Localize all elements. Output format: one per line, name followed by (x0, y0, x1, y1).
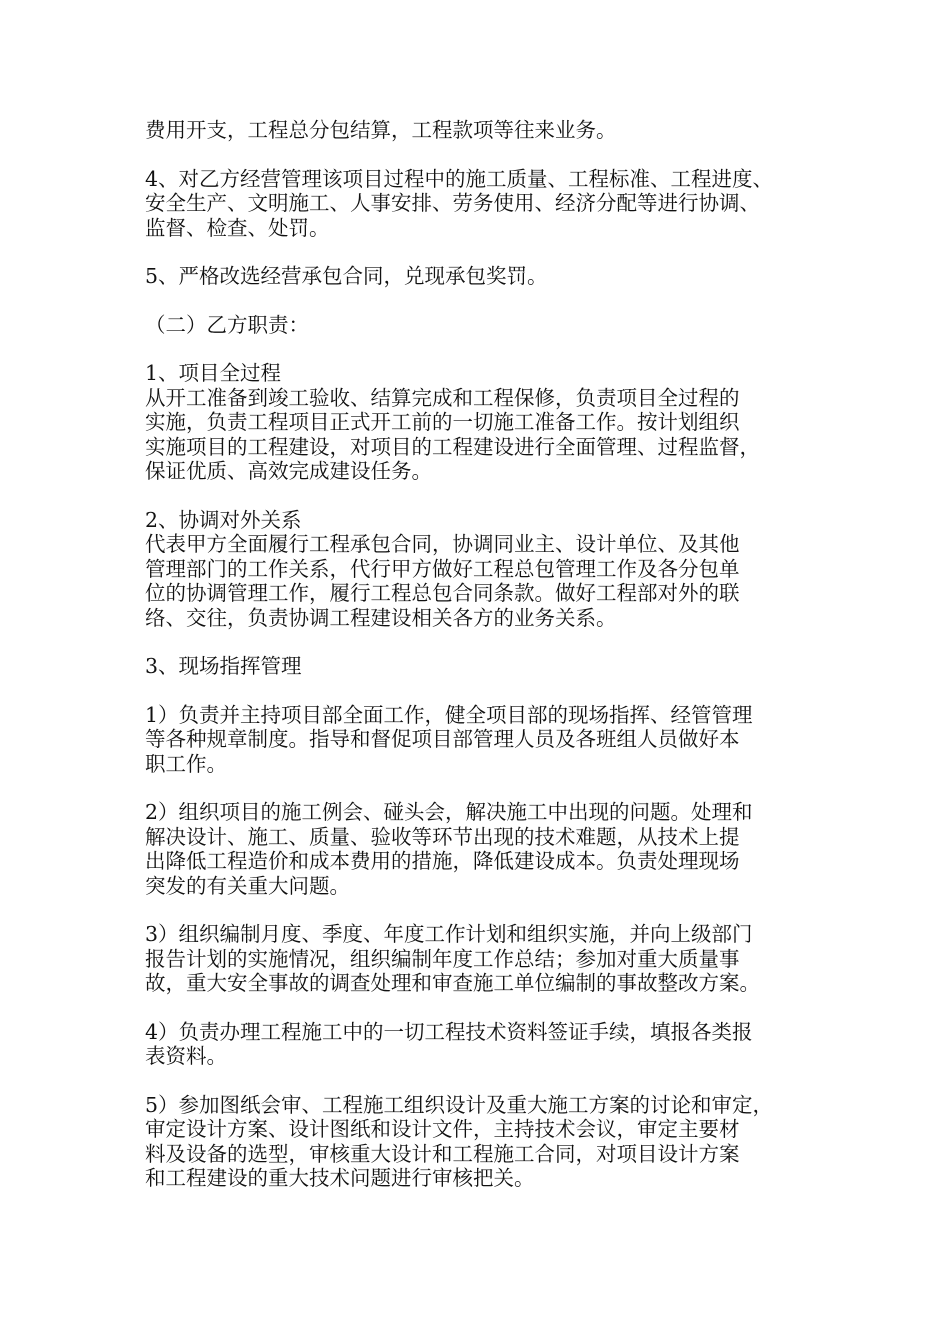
text-line: 职工作。 (145, 751, 227, 776)
text-line: 3）组织编制月度、季度、年度工作计划和组织实施，并向上级部门 (145, 922, 753, 946)
document-body (145, 118, 825, 1215)
text-line: 1、项目全过程 (145, 361, 282, 385)
paragraph (145, 313, 825, 338)
text-line: 从开工准备到竣工验收、结算完成和工程保修，负责项目全过程的 (145, 385, 740, 410)
text-line: 等各种规章制度。指导和督促项目部管理人员及各班组人员做好本 (145, 727, 740, 751)
paragraph (145, 1020, 825, 1069)
paragraph (145, 800, 825, 898)
text-line: 安全生产、文明施工、人事安排、劳务使用、经济分配等进行协调、 (145, 191, 760, 215)
text-line: 代表甲方全面履行工程承包合同，协调同业主、设计单位、及其他 (145, 532, 740, 556)
text-line: 管理部门的工作关系，代行甲方做好工程总包管理工作及各分包单 (145, 556, 740, 581)
text-line: 实施项目的工程建设，对项目的工程建设进行全面管理、过程监督， (145, 434, 760, 459)
text-line: 4、对乙方经营管理该项目过程中的施工质量、工程标准、工程进度、 (145, 166, 774, 191)
text-line: 实施，负责工程项目正式开工前的一切施工准备工作。按计划组织 (145, 410, 740, 434)
text-line: 报告计划的实施情况，组织编制年度工作总结；参加对重大质量事 (145, 946, 740, 971)
paragraph (145, 922, 825, 996)
text-line: 5、严格改选经营承包合同，兑现承包奖罚。 (145, 264, 548, 288)
paragraph (145, 703, 825, 777)
paragraph (145, 118, 825, 143)
paragraph (145, 264, 825, 289)
text-line: 1）负责并主持项目部全面工作，健全项目部的现场指挥、经管管理 (145, 702, 753, 727)
text-line: 表资料。 (145, 1044, 227, 1068)
text-line: 突发的有关重大问题。 (145, 873, 350, 898)
text-line: 料及设备的选型，审核重大设计和工程施工合同，对项目设计方案 (145, 1141, 740, 1166)
paragraph (145, 654, 825, 679)
text-line: 3、现场指挥管理 (145, 654, 302, 678)
paragraph (145, 361, 825, 484)
text-line: 保证优质、高效完成建设任务。 (145, 459, 432, 483)
text-line: 5）参加图纸会审、工程施工组织设计及重大施工方案的讨论和审定， (145, 1092, 774, 1117)
paragraph (145, 508, 825, 631)
text-line: 监督、检查、处罚。 (145, 215, 330, 240)
text-line: 4）负责办理工程施工中的一切工程技术资料签证手续，填报各类报 (145, 1019, 753, 1044)
paragraph (145, 1093, 825, 1191)
text-line: 络、交往，负责协调工程建设相关各方的业务关系。 (145, 605, 617, 630)
paragraph (145, 167, 825, 241)
text-line: 2、协调对外关系 (145, 507, 302, 532)
text-line: 出降低工程造价和成本费用的措施，降低建设成本。负责处理现场 (145, 849, 740, 873)
text-line: 位的协调管理工作，履行工程总包合同条款。做好工程部对外的联 (145, 581, 740, 605)
text-line: 故，重大安全事故的调查处理和审查施工单位编制的事故整改方案。 (145, 971, 760, 995)
text-line: 费用开支，工程总分包结算，工程款项等往来业务。 (145, 118, 617, 142)
text-line: 审定设计方案、设计图纸和设计文件，主持技术会议，审定主要材 (145, 1117, 740, 1141)
text-line: （二）乙方职责： (145, 312, 309, 337)
text-line: 解决设计、施工、质量、验收等环节出现的技术难题，从技术上提 (145, 824, 740, 849)
text-line: 和工程建设的重大技术问题进行审核把关。 (145, 1166, 535, 1190)
text-line: 2）组织项目的施工例会、碰头会，解决施工中出现的问题。处理和 (145, 800, 753, 824)
